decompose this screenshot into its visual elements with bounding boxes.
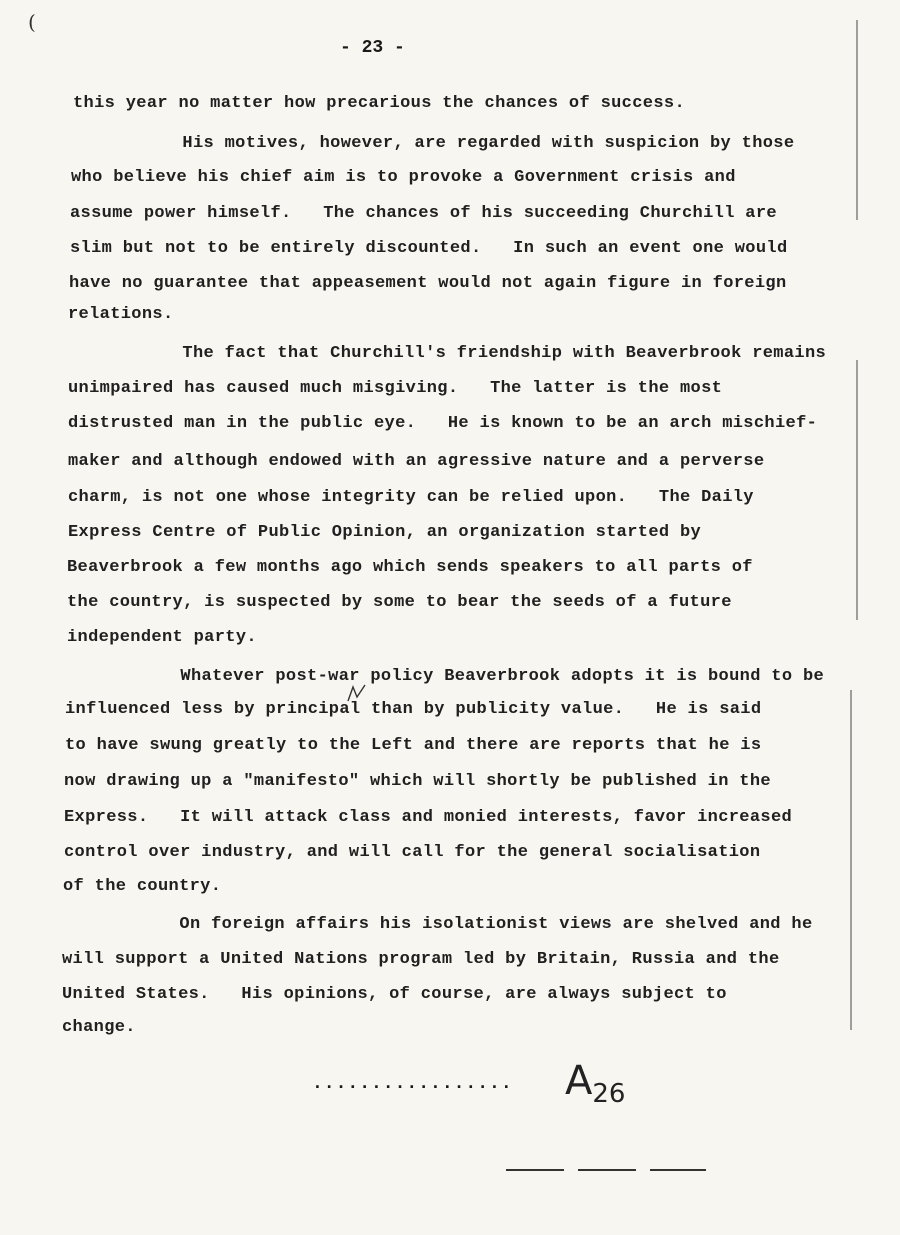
underline-rule xyxy=(650,1169,706,1171)
text-line: His motives, however, are regarded with suspicion by those xyxy=(98,134,795,153)
text-line: United States. His opinions, of course, are always subject to xyxy=(62,985,727,1004)
annotation-letter: A xyxy=(565,1058,593,1104)
text-line: will support a United Nations program led by Britain, Russia and the xyxy=(62,950,780,969)
text-line: unimpaired has caused much misgiving. The latter is the most xyxy=(68,379,723,398)
text-line: change. xyxy=(62,1018,136,1037)
text-line: control over industry, and will call for the general socialisation xyxy=(64,843,761,862)
page-edge-line xyxy=(850,690,852,1030)
text-line: Whatever post-war policy Beaverbrook adopts it is bound to be xyxy=(96,667,825,686)
text-line: now drawing up a "manifesto" which will shortly be published in the xyxy=(64,772,771,791)
page-number: - 23 - xyxy=(340,38,405,58)
text-line: slim but not to be entirely discounted. In such an event one would xyxy=(70,239,788,258)
text-line: Express. It will attack class and monied interests, favor increased xyxy=(64,808,793,827)
annotation-number: 26 xyxy=(592,1079,626,1109)
text-line: the country, is suspected by some to bear the seeds of a future xyxy=(67,593,732,612)
text-line: Express Centre of Public Opinion, an organization started by xyxy=(68,523,702,542)
handwritten-annotation xyxy=(565,1058,626,1109)
text-line: to have swung greatly to the Left and there are reports that he is xyxy=(65,736,762,755)
text-line: this year no matter how precarious the chances of success. xyxy=(73,94,685,113)
text-line: independent party. xyxy=(67,628,257,647)
underline-rule xyxy=(578,1169,636,1171)
underline-rule xyxy=(506,1169,564,1171)
text-line: On foreign affairs his isolationist views are shelved and he xyxy=(95,915,813,934)
page-edge-line xyxy=(856,360,858,620)
text-line: influenced less by principal than by publicity value. He is said xyxy=(65,700,762,719)
text-line: Beaverbrook a few months ago which sends speakers to all parts of xyxy=(67,558,753,577)
text-line: assume power himself. The chances of his succeeding Churchill are xyxy=(70,204,777,223)
text-line: maker and although endowed with an agressive nature and a perverse xyxy=(68,452,765,471)
text-line: who believe his chief aim is to provoke a Government crisis and xyxy=(71,168,736,187)
handwritten-correction-mark xyxy=(345,683,369,705)
text-line: The fact that Churchill's friendship with Beaverbrook remains xyxy=(98,344,827,363)
text-line: distrusted man in the public eye. He is known to be an arch mischief- xyxy=(68,414,818,433)
text-line: of the country. xyxy=(63,877,222,896)
text-line: charm, is not one whose integrity can be relied upon. The Daily xyxy=(68,488,754,507)
page-edge-line xyxy=(856,20,858,220)
margin-mark: ( xyxy=(28,10,36,34)
text-line: have no guarantee that appeasement would not again figure in foreign xyxy=(69,274,787,293)
end-dots: ................. xyxy=(312,1074,513,1094)
text-line: relations. xyxy=(68,305,174,324)
